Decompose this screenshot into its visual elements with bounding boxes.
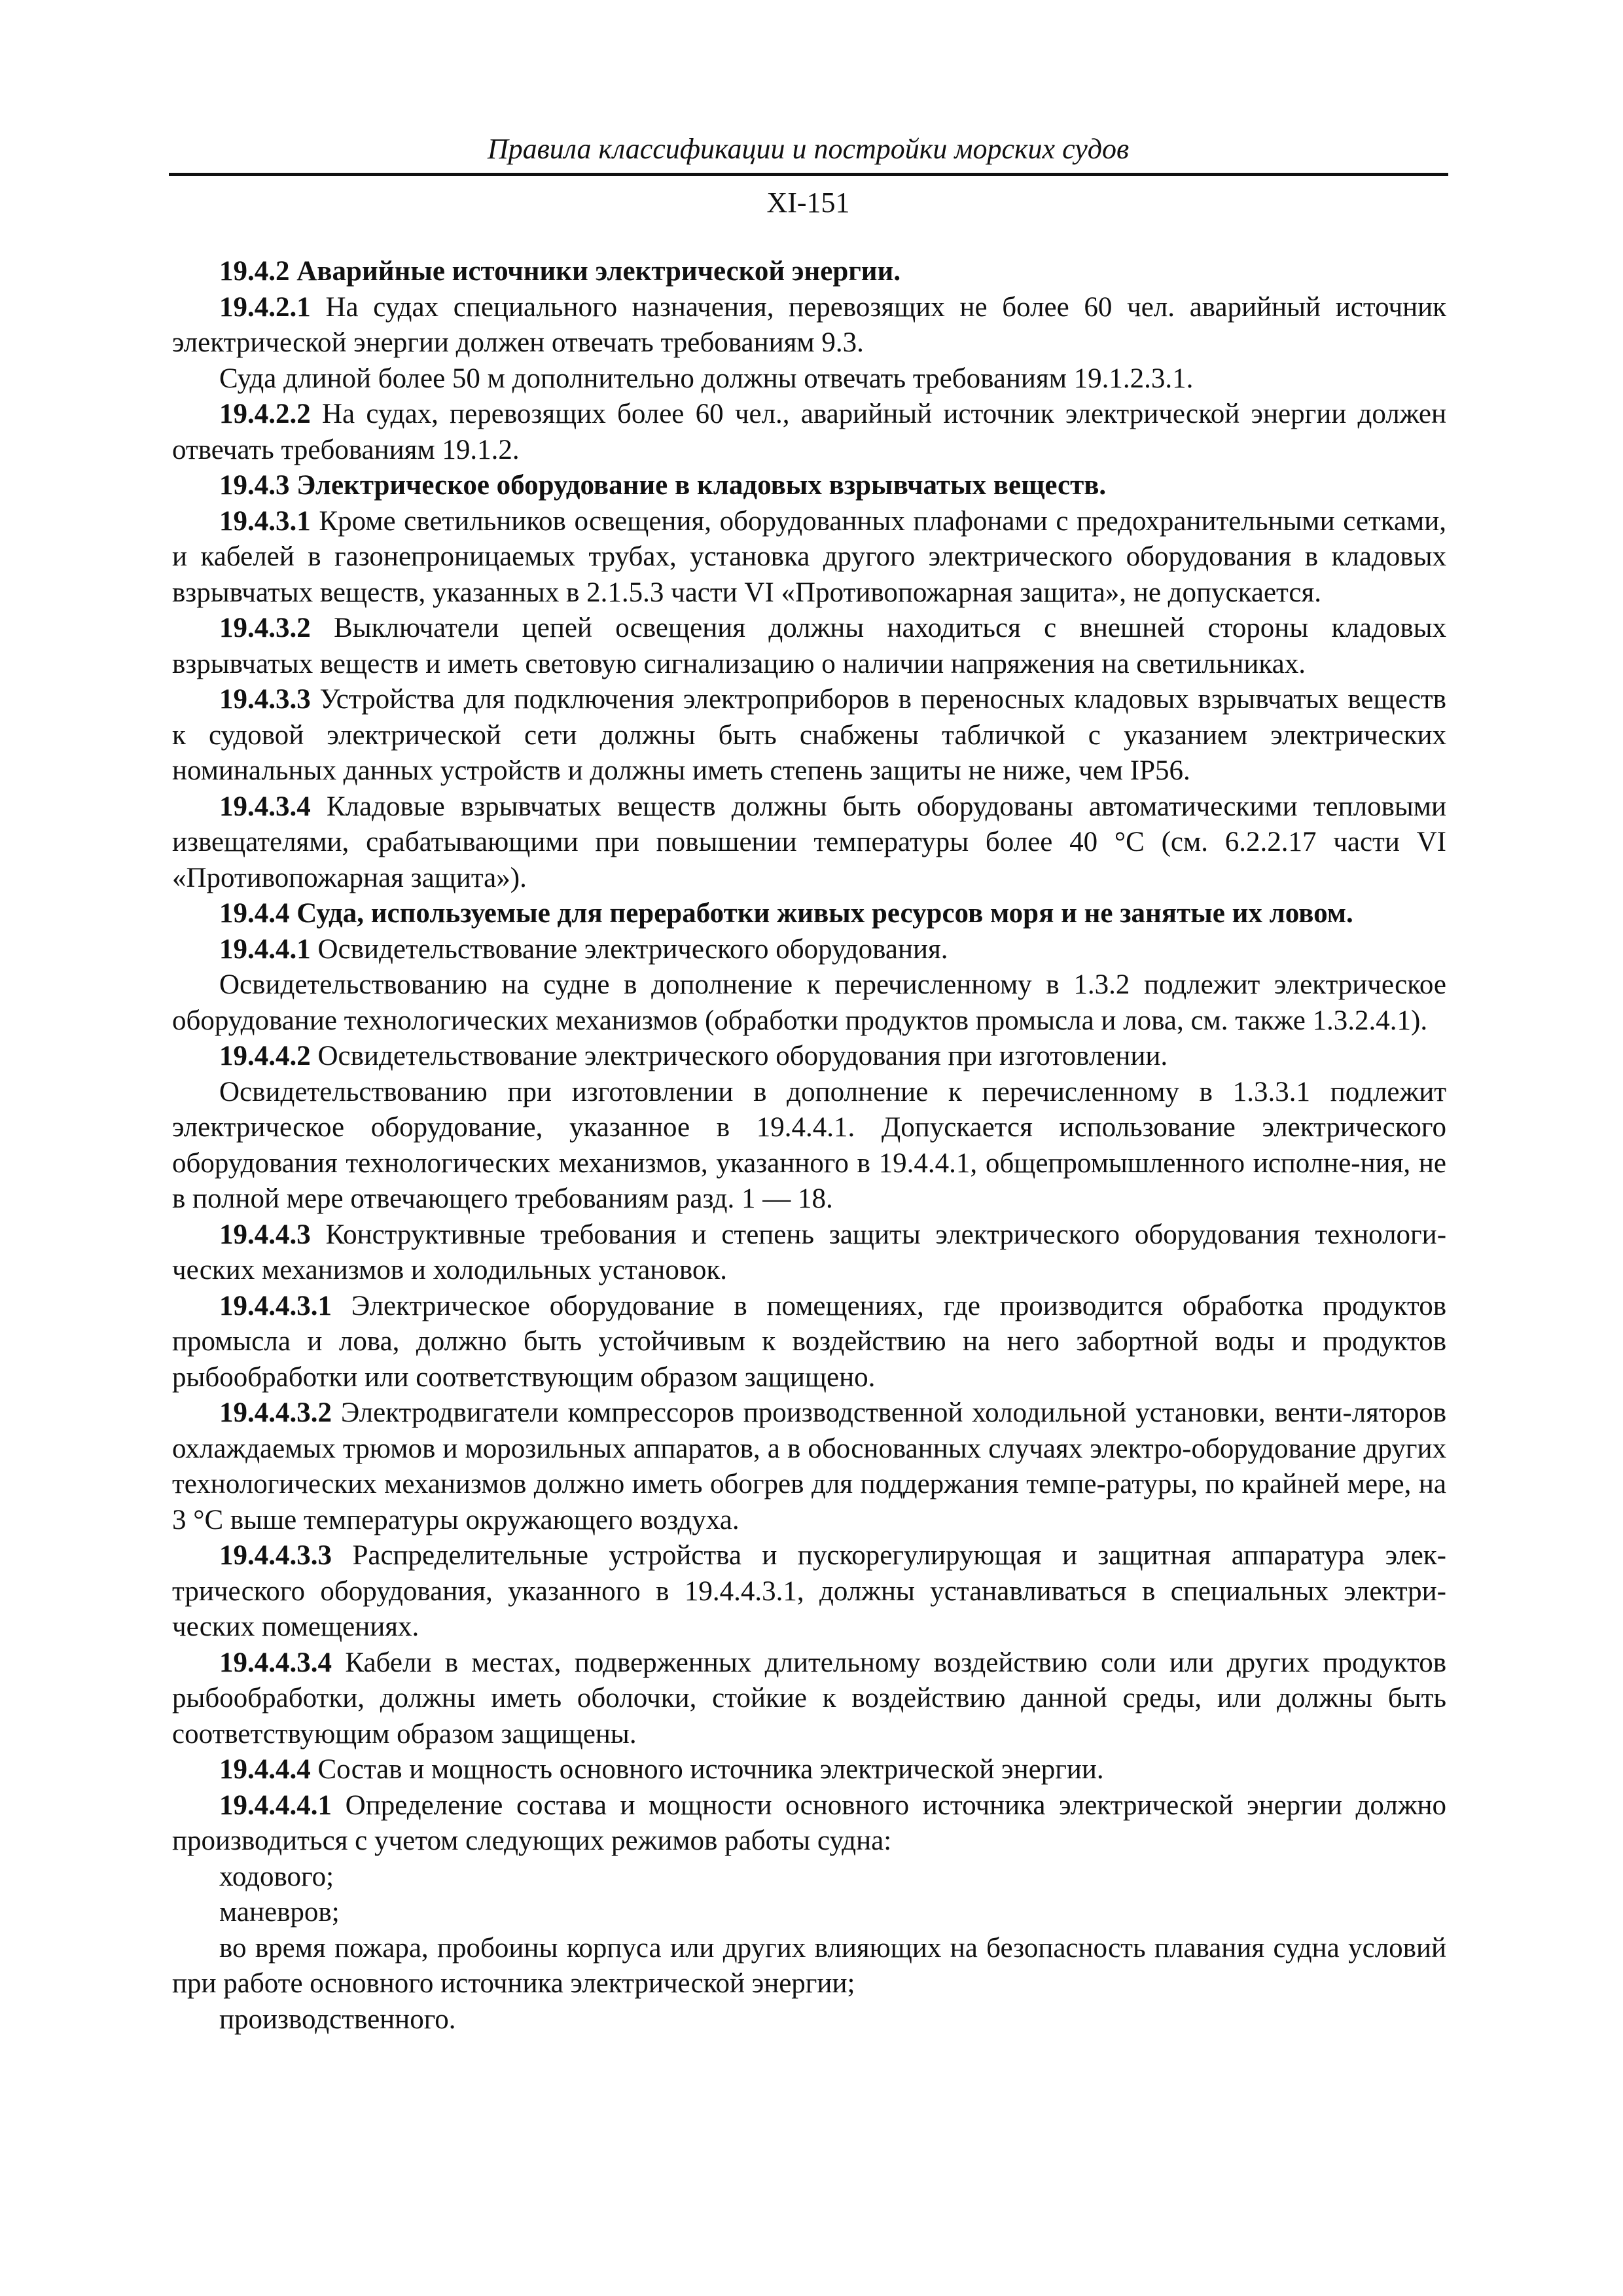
- clause-text: Кладовые взрывчатых веществ должны быть оборудованы автоматическими тепловыми извещателями, срабатывающими при повышении температуры более 40 °С (см. 6.2.2.17 части VI «Противопожарная защита»).: [172, 791, 1446, 893]
- clause-number: 19.4.3.2: [219, 613, 311, 643]
- paragraph: [172, 1788, 1446, 1859]
- paragraph: [172, 1039, 1446, 1075]
- section-heading: [172, 254, 1446, 290]
- clause-number: 19.4.4.3.1: [219, 1290, 332, 1321]
- clause-text: Освидетельствование электрического оборудования.: [317, 933, 948, 965]
- clause-number: 19.4.4.1: [219, 933, 311, 965]
- paragraph: [172, 611, 1446, 682]
- document-body: [172, 254, 1446, 2037]
- section-number: 19.4.2: [219, 256, 290, 287]
- paragraph: [172, 932, 1446, 968]
- clause-text: Кабели в местах, подверженных длительному воздействию соли или других продуктов рыбообработки, должны иметь оболочки, стойкие к воздействию данной среды, или должны быть соответствующим образом защищены.: [172, 1647, 1447, 1749]
- paragraph: [172, 1395, 1446, 1538]
- clause-text: Кроме светильников освещения, оборудованных плафонами с предохранительными сетками, и кабелей в газонепроницаемых трубах, установка другого электрического оборудования в кладовых взрывчатых веществ, указанных в 2.1.5.3 части VI «Противопожарная защита», не допускается.: [172, 505, 1447, 608]
- clause-text: На судах специального назначения, перевозящих не более 60 чел. аварийный источник электрической энергии должен отвечать требованиям 9.3.: [172, 291, 1446, 358]
- clause-text: Электродвигатели компрессоров производственной холодильной установки, венти-ляторов охлаждаемых трюмов и морозильных аппаратов, а в обоснованных случаях электро-оборудование других технологических механизмов должно иметь обогрев для поддержания темпе-ратуры, по крайней мере, на 3 °С выше температуры окружающего воздуха.: [172, 1397, 1446, 1535]
- list-item-text: ходового;: [219, 1861, 334, 1892]
- clause-text: Распределительные устройства и пускорегулирующая и защитная аппаратура элек-трического оборудования, указанного в 19.4.4.3.1, должны устанавливаться в специальных электри-ческих помещениях.: [172, 1540, 1447, 1642]
- section-title: Аварийные источники электрической энергии.: [296, 256, 901, 287]
- clause-text: Определение состава и мощности основного источника электрической энергии должно производиться с учетом следующих режимов работы судна:: [172, 1789, 1446, 1856]
- clause-number: 19.4.3.3: [219, 684, 311, 715]
- paragraph: [172, 290, 1446, 361]
- clause-text: Конструктивные требования и степень защиты электрического оборудования технологи-ческих механизмов и холодильных установок.: [172, 1219, 1447, 1285]
- paragraph: [172, 397, 1446, 468]
- clause-number: 19.4.4.2: [219, 1041, 311, 1071]
- clause-number: 19.4.4.3: [219, 1219, 311, 1250]
- list-item: [172, 1859, 1446, 1895]
- clause-number: 19.4.3.1: [219, 505, 311, 537]
- clause-text: Суда длиной более 50 м дополнительно должны отвечать требованиям 19.1.2.3.1.: [219, 363, 1194, 394]
- paragraph: [172, 789, 1446, 897]
- clause-number: 19.4.4.3.4: [219, 1647, 332, 1678]
- list-item: [172, 2002, 1446, 2038]
- paragraph: [172, 1289, 1446, 1396]
- section-title: Электрическое оборудование в кладовых взрывчатых веществ.: [296, 470, 1107, 501]
- header-divider: [169, 173, 1448, 176]
- list-item-text: во время пожара, пробоины корпуса или других влияющих на безопасность плавания судна условий при работе основного источника электрической энергии;: [172, 1932, 1446, 1999]
- clause-number: 19.4.2.2: [219, 399, 311, 429]
- list-item-text: производственного.: [219, 2003, 456, 2035]
- section-heading: [172, 468, 1446, 504]
- clause-number: 19.4.4.3.3: [219, 1540, 332, 1571]
- section-number: 19.4.4: [219, 898, 290, 929]
- clause-text: Состав и мощность основного источника электрической энергии.: [317, 1754, 1104, 1785]
- clause-number: 19.4.4.4.1: [219, 1789, 332, 1821]
- clause-number: 19.4.2.1: [219, 291, 311, 323]
- paragraph: [172, 504, 1446, 611]
- clause-number: 19.4.3.4: [219, 791, 311, 822]
- paragraph: [172, 1645, 1446, 1753]
- page-number: XI-151: [766, 187, 850, 219]
- clause-text: Освидетельствование электрического оборудования при изготовлении.: [317, 1041, 1168, 1071]
- clause-text: Выключатели цепей освещения должны находиться с внешней стороны кладовых взрывчатых веществ и иметь световую сигнализацию о наличии напряжения на светильниках.: [172, 613, 1447, 679]
- paragraph: [172, 682, 1446, 789]
- section-heading: [172, 896, 1446, 932]
- section-number: 19.4.3: [219, 470, 290, 501]
- clause-text: Освидетельствованию на судне в дополнение к перечисленному в 1.3.2 подлежит электрическое оборудование технологических механизмов (обработки продуктов промысла и лова, см. также 1.3.2.4.1).: [172, 969, 1446, 1036]
- running-header-title: Правила классификации и постройки морских судов: [487, 133, 1130, 165]
- paragraph: [172, 1075, 1446, 1217]
- clause-text: Освидетельствованию при изготовлении в дополнение к перечисленному в 1.3.3.1 подлежит электрическое оборудование, указанное в 19.4.4.1. Допускается использование электрического оборудования технологических механизмов, указанного в 19.4.4.1, общепромышленного исполне-ния, не в полной мере отвечающего требованиям разд. 1 — 18.: [172, 1076, 1446, 1214]
- list-item-text: маневров;: [219, 1897, 340, 1928]
- paragraph: [172, 1752, 1446, 1788]
- paragraph: [172, 1217, 1446, 1289]
- list-item: [172, 1895, 1446, 1931]
- paragraph: [172, 1538, 1446, 1645]
- clause-text: Устройства для подключения электроприборов в переносных кладовых взрывчатых веществ к судовой электрической сети должны быть снабжены табличкой с указанием электрических номинальных данных устройств и должны иметь степень защиты не ниже, чем IP56.: [172, 684, 1446, 786]
- clause-text: Электрическое оборудование в помещениях, где производится обработка продуктов промысла и лова, должно быть устойчивым к воздействию на него забортной воды и продуктов рыбообработки или соответствующим образом защищено.: [172, 1290, 1447, 1393]
- section-title: Суда, используемые для переработки живых ресурсов моря и не занятые их ловом.: [296, 898, 1353, 929]
- clause-number: 19.4.4.3.2: [219, 1397, 332, 1428]
- paragraph: [172, 361, 1446, 397]
- list-item: [172, 1931, 1446, 2002]
- clause-number: 19.4.4.4: [219, 1754, 311, 1785]
- paragraph: [172, 967, 1446, 1039]
- clause-text: На судах, перевозящих более 60 чел., аварийный источник электрической энергии должен отвечать требованиям 19.1.2.: [172, 399, 1446, 465]
